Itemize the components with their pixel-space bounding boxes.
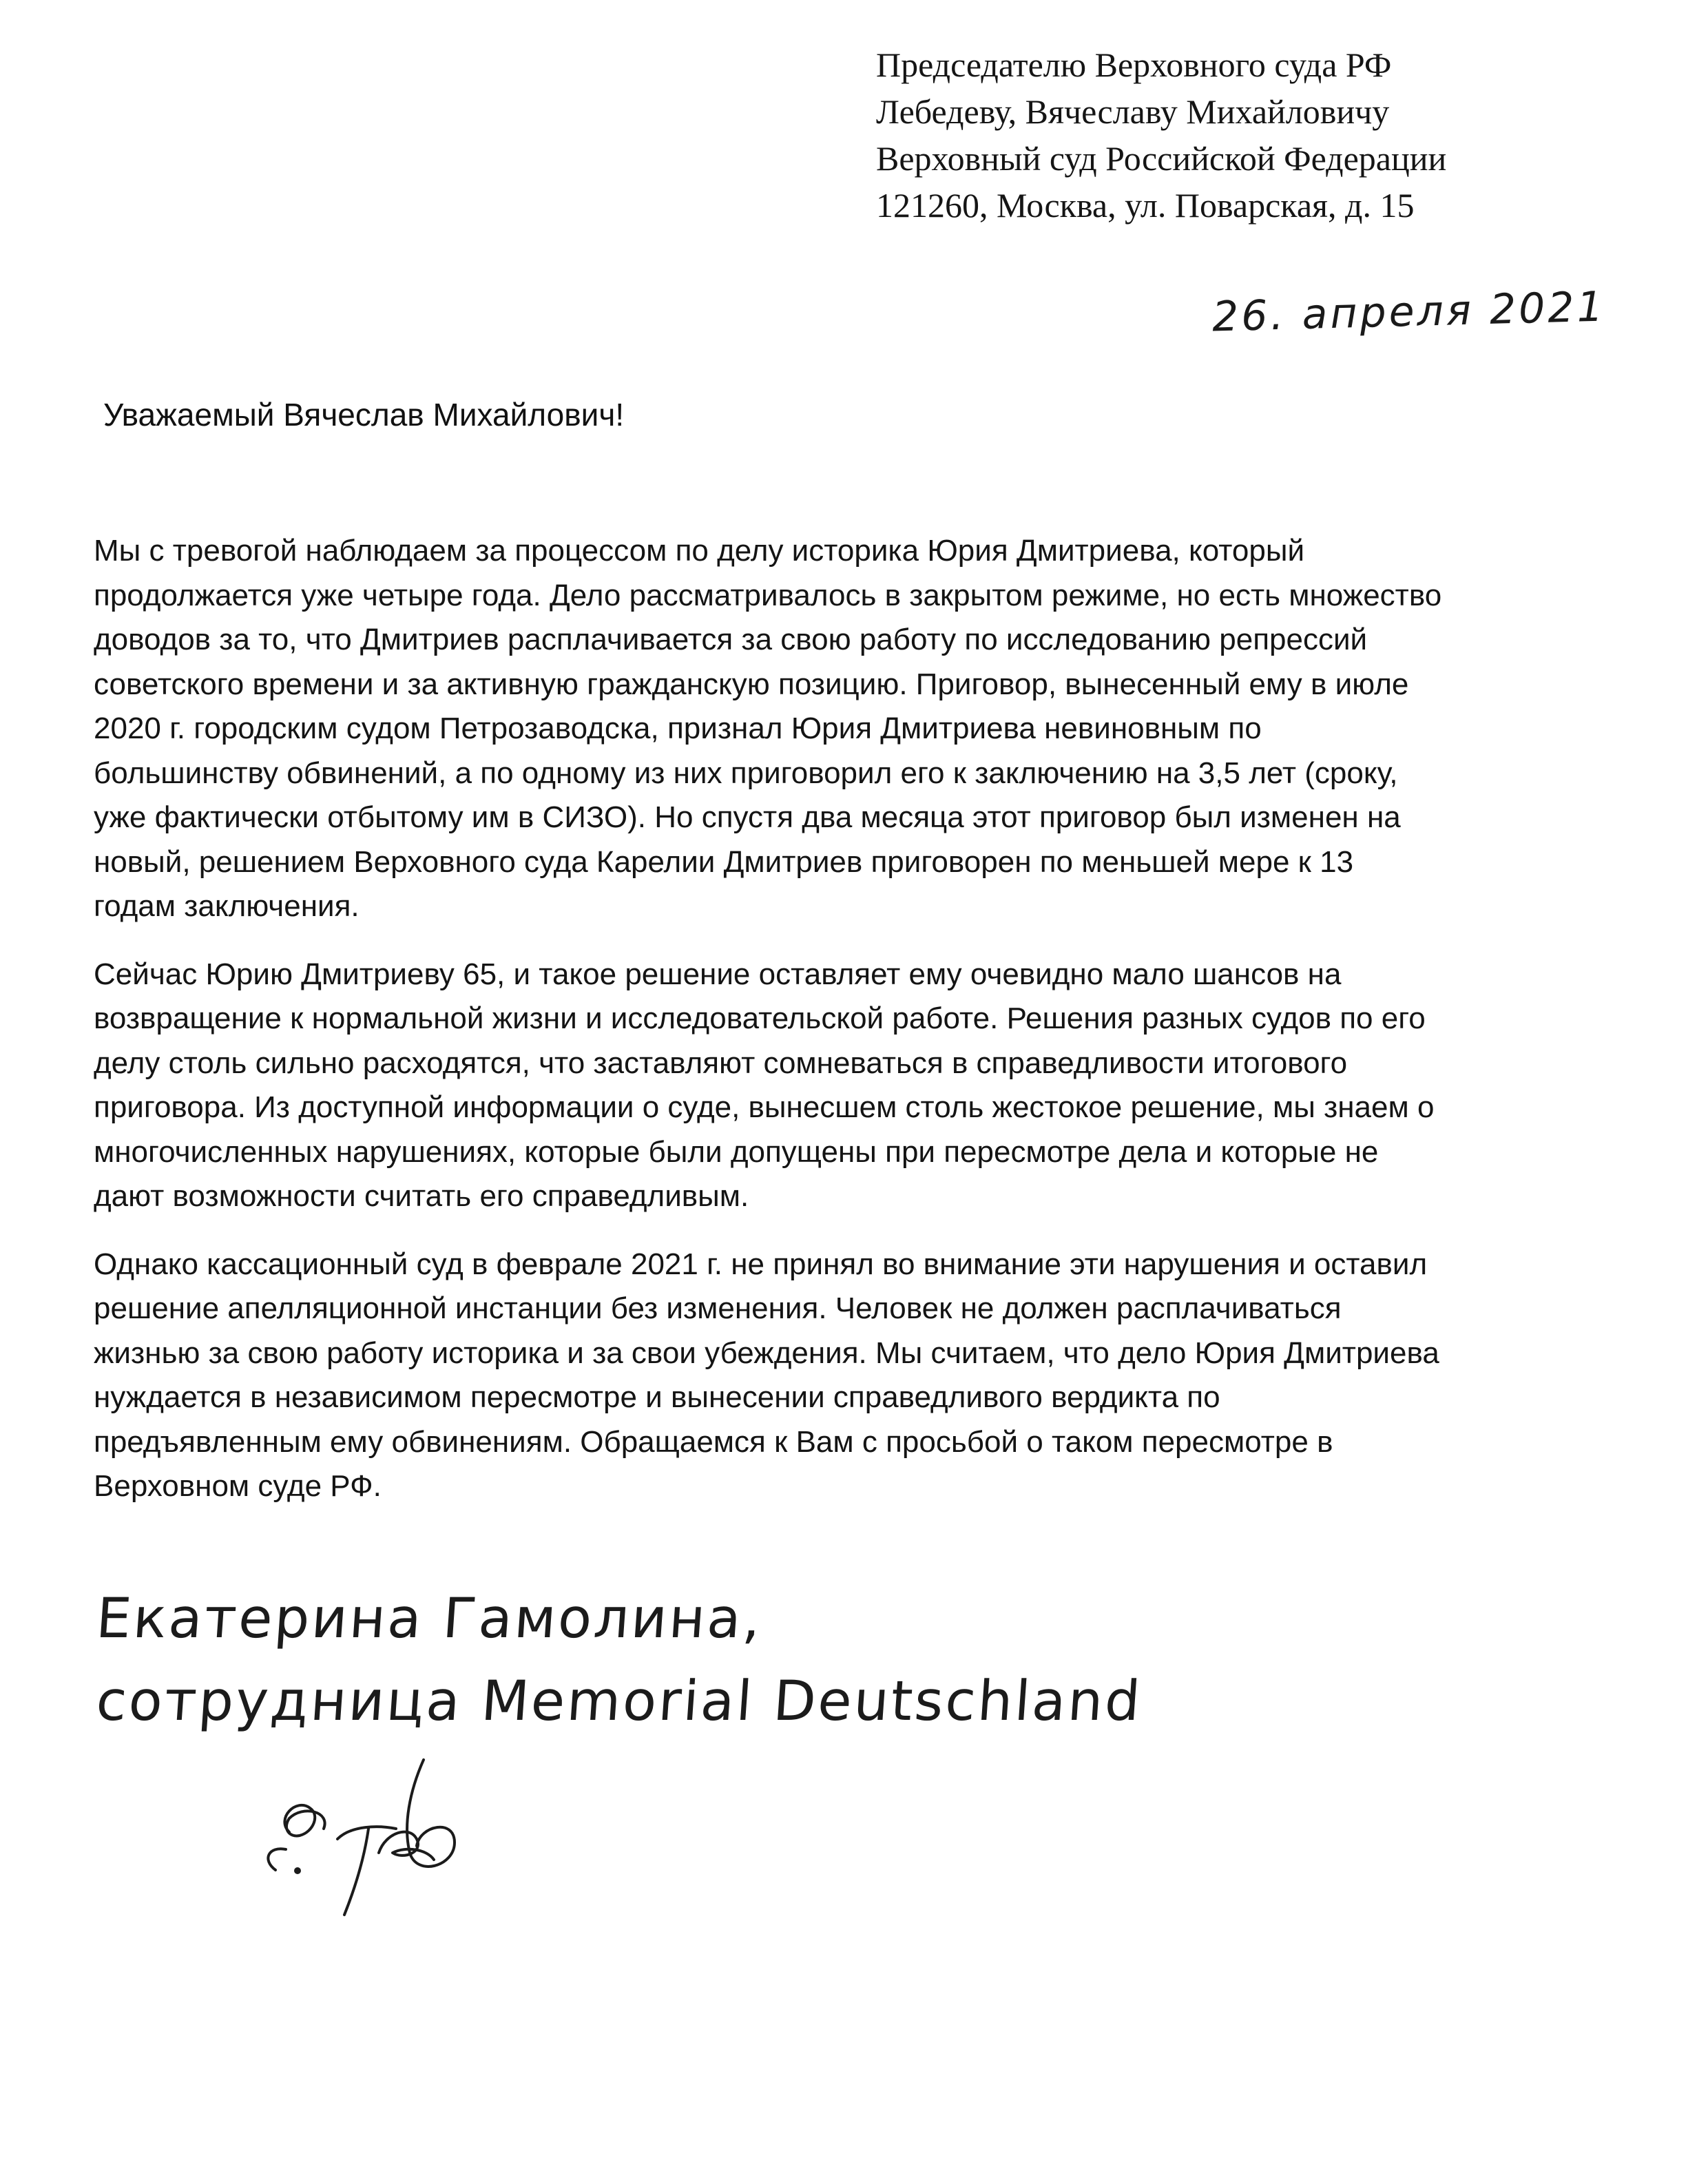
body-line: делу столь сильно расходятся, что заставляют сомневаться в справедливости итогового [94,1046,1348,1080]
paragraph-3 [94,1243,1602,1509]
addressee-organization: Верховный суд Российской Федерации [876,139,1447,178]
addressee-title: Председателю Верховного суда РФ [876,45,1392,84]
body-line: решение апелляционной инстанции без изменения. Человек не должен расплачиваться [94,1291,1342,1325]
handwritten-date: 26. апреля 2021 [1211,282,1607,342]
body-line: годам заключения. [94,889,360,923]
body-line: советского времени и за активную гражданскую позицию. Приговор, вынесенный ему в июле [94,667,1409,701]
body-line: возвращение к нормальной жизни и исследовательской работе. Решения разных судов по его [94,1001,1426,1035]
body-line: Верховном суде РФ. [94,1469,382,1503]
addressee-name: Лебедеву, Вячеславу Михайловичу [876,92,1390,131]
body-line: жизнью за свою работу историка и за свои убеждения. Мы считаем, что дело Юрия Дмитриева [94,1336,1439,1370]
body-line: Сейчас Юрию Дмитриеву 65, и такое решение оставляет ему очевидно мало шансов на [94,957,1342,991]
paragraph-2 [94,953,1602,1219]
body-line: Мы с тревогой наблюдаем за процессом по делу историка Юрия Дмитриева, который [94,534,1305,568]
addressee-block [876,41,1689,229]
handwritten-sender-name: Екатерина Гамолина, [94,1586,765,1650]
body-line: многочисленных нарушениях, которые были допущены при пересмотре дела и которые не [94,1134,1379,1169]
salutation: Уважаемый Вячеслав Михайлович! [103,397,625,433]
signature-scribble [248,1749,496,1929]
paragraph-1 [94,529,1602,929]
body-line: 2020 г. городским судом Петрозаводска, признал Юрия Дмитриева невиновным по [94,711,1262,745]
body-line: нуждается в независимом пересмотре и вынесении справедливого вердикта по [94,1380,1220,1414]
handwritten-sender-block [94,1577,1145,1743]
body-line: уже фактически отбытому им в СИЗО). Но спустя два месяца этот приговор был изменен на [94,800,1401,834]
body-line: доводов за то, что Дмитриев расплачивается за свою работу по исследованию репрессий [94,623,1368,656]
handwritten-sender-role: сотрудница Memorial Deutschland [94,1669,1145,1733]
letter-body [94,529,1602,1533]
body-line: новый, решением Верховного суда Карелии Дмитриев приговорен по меньшей мере к 13 [94,844,1354,879]
body-line: приговора. Из доступной информации о суде, вынесшем столь жестокое решение, мы знаем о [94,1090,1435,1124]
body-line: продолжается уже четыре года. Дело рассматривалось в закрытом режиме, но есть множество [94,578,1442,612]
body-line: большинству обвинений, а по одному из них приговорил его к заключению на 3,5 лет (сроку, [94,756,1398,790]
body-line: Однако кассационный суд в феврале 2021 г. не принял во внимание эти нарушения и оставил [94,1247,1428,1281]
body-line: предъявленным ему обвинениям. Обращаемся к Вам с просьбой о таком пересмотре в [94,1424,1333,1459]
body-line: дают возможности считать его справедливым. [94,1179,749,1213]
addressee-address: 121260, Москва, ул. Поварская, д. 15 [876,186,1415,225]
